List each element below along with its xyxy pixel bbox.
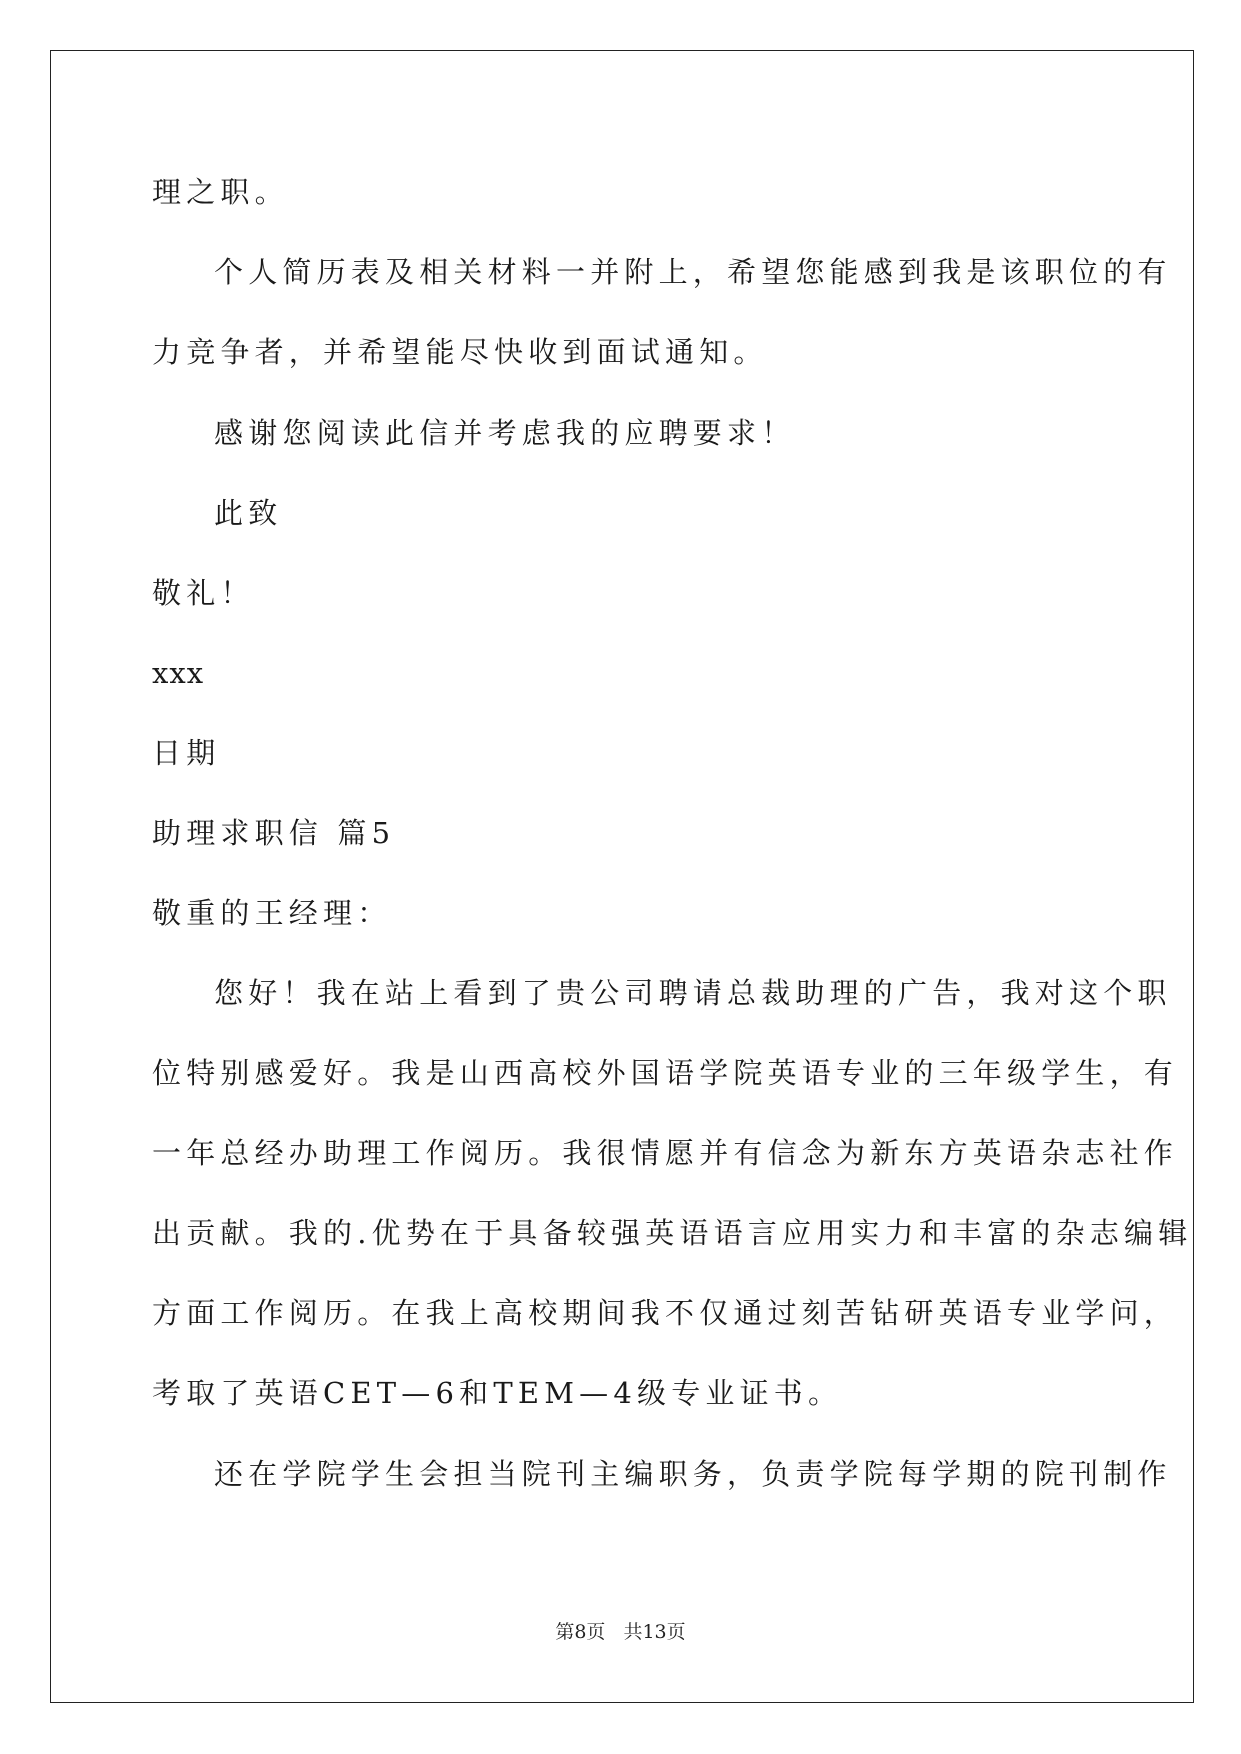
- text-line: 一年总经办助理工作阅历。我很情愿并有信念为新东方英语杂志社作: [152, 1136, 1179, 1170]
- text-line: 理之职。: [152, 175, 289, 209]
- page-number: 第8页: [555, 1621, 606, 1643]
- text-line: 此致: [214, 496, 283, 530]
- text-line: 考取了英语CET—6和TEM—4级专业证书。: [152, 1376, 843, 1410]
- section-heading: 助理求职信 篇5: [152, 816, 396, 850]
- text-line: 方面工作阅历。在我上高校期间我不仅通过刻苦钻研英语专业学问，: [152, 1296, 1179, 1330]
- text-line: 位特别感爱好。我是山西高校外国语学院英语专业的三年级学生，有: [152, 1056, 1179, 1090]
- text-line: 出贡献。我的.优势在于具备较强英语语言应用实力和丰富的杂志编辑: [152, 1216, 1193, 1250]
- text-line: 个人简历表及相关材料一并附上，希望您能感到我是该职位的有: [214, 255, 1172, 289]
- text-line: 日期: [152, 736, 221, 770]
- text-line: 您好！我在站上看到了贵公司聘请总裁助理的广告，我对这个职: [214, 976, 1172, 1010]
- page-total: 共13页: [623, 1621, 686, 1643]
- text-line: 敬礼！: [152, 576, 255, 610]
- text-line: xxx: [152, 656, 205, 690]
- text-line: 力竞争者，并希望能尽快收到面试通知。: [152, 335, 768, 369]
- text-line: 还在学院学生会担当院刊主编职务，负责学院每学期的院刊制作: [214, 1457, 1172, 1491]
- salutation: 敬重的王经理：: [152, 896, 392, 930]
- text-line: 感谢您阅读此信并考虑我的应聘要求！: [214, 416, 796, 450]
- page-footer: [0, 1617, 1241, 1644]
